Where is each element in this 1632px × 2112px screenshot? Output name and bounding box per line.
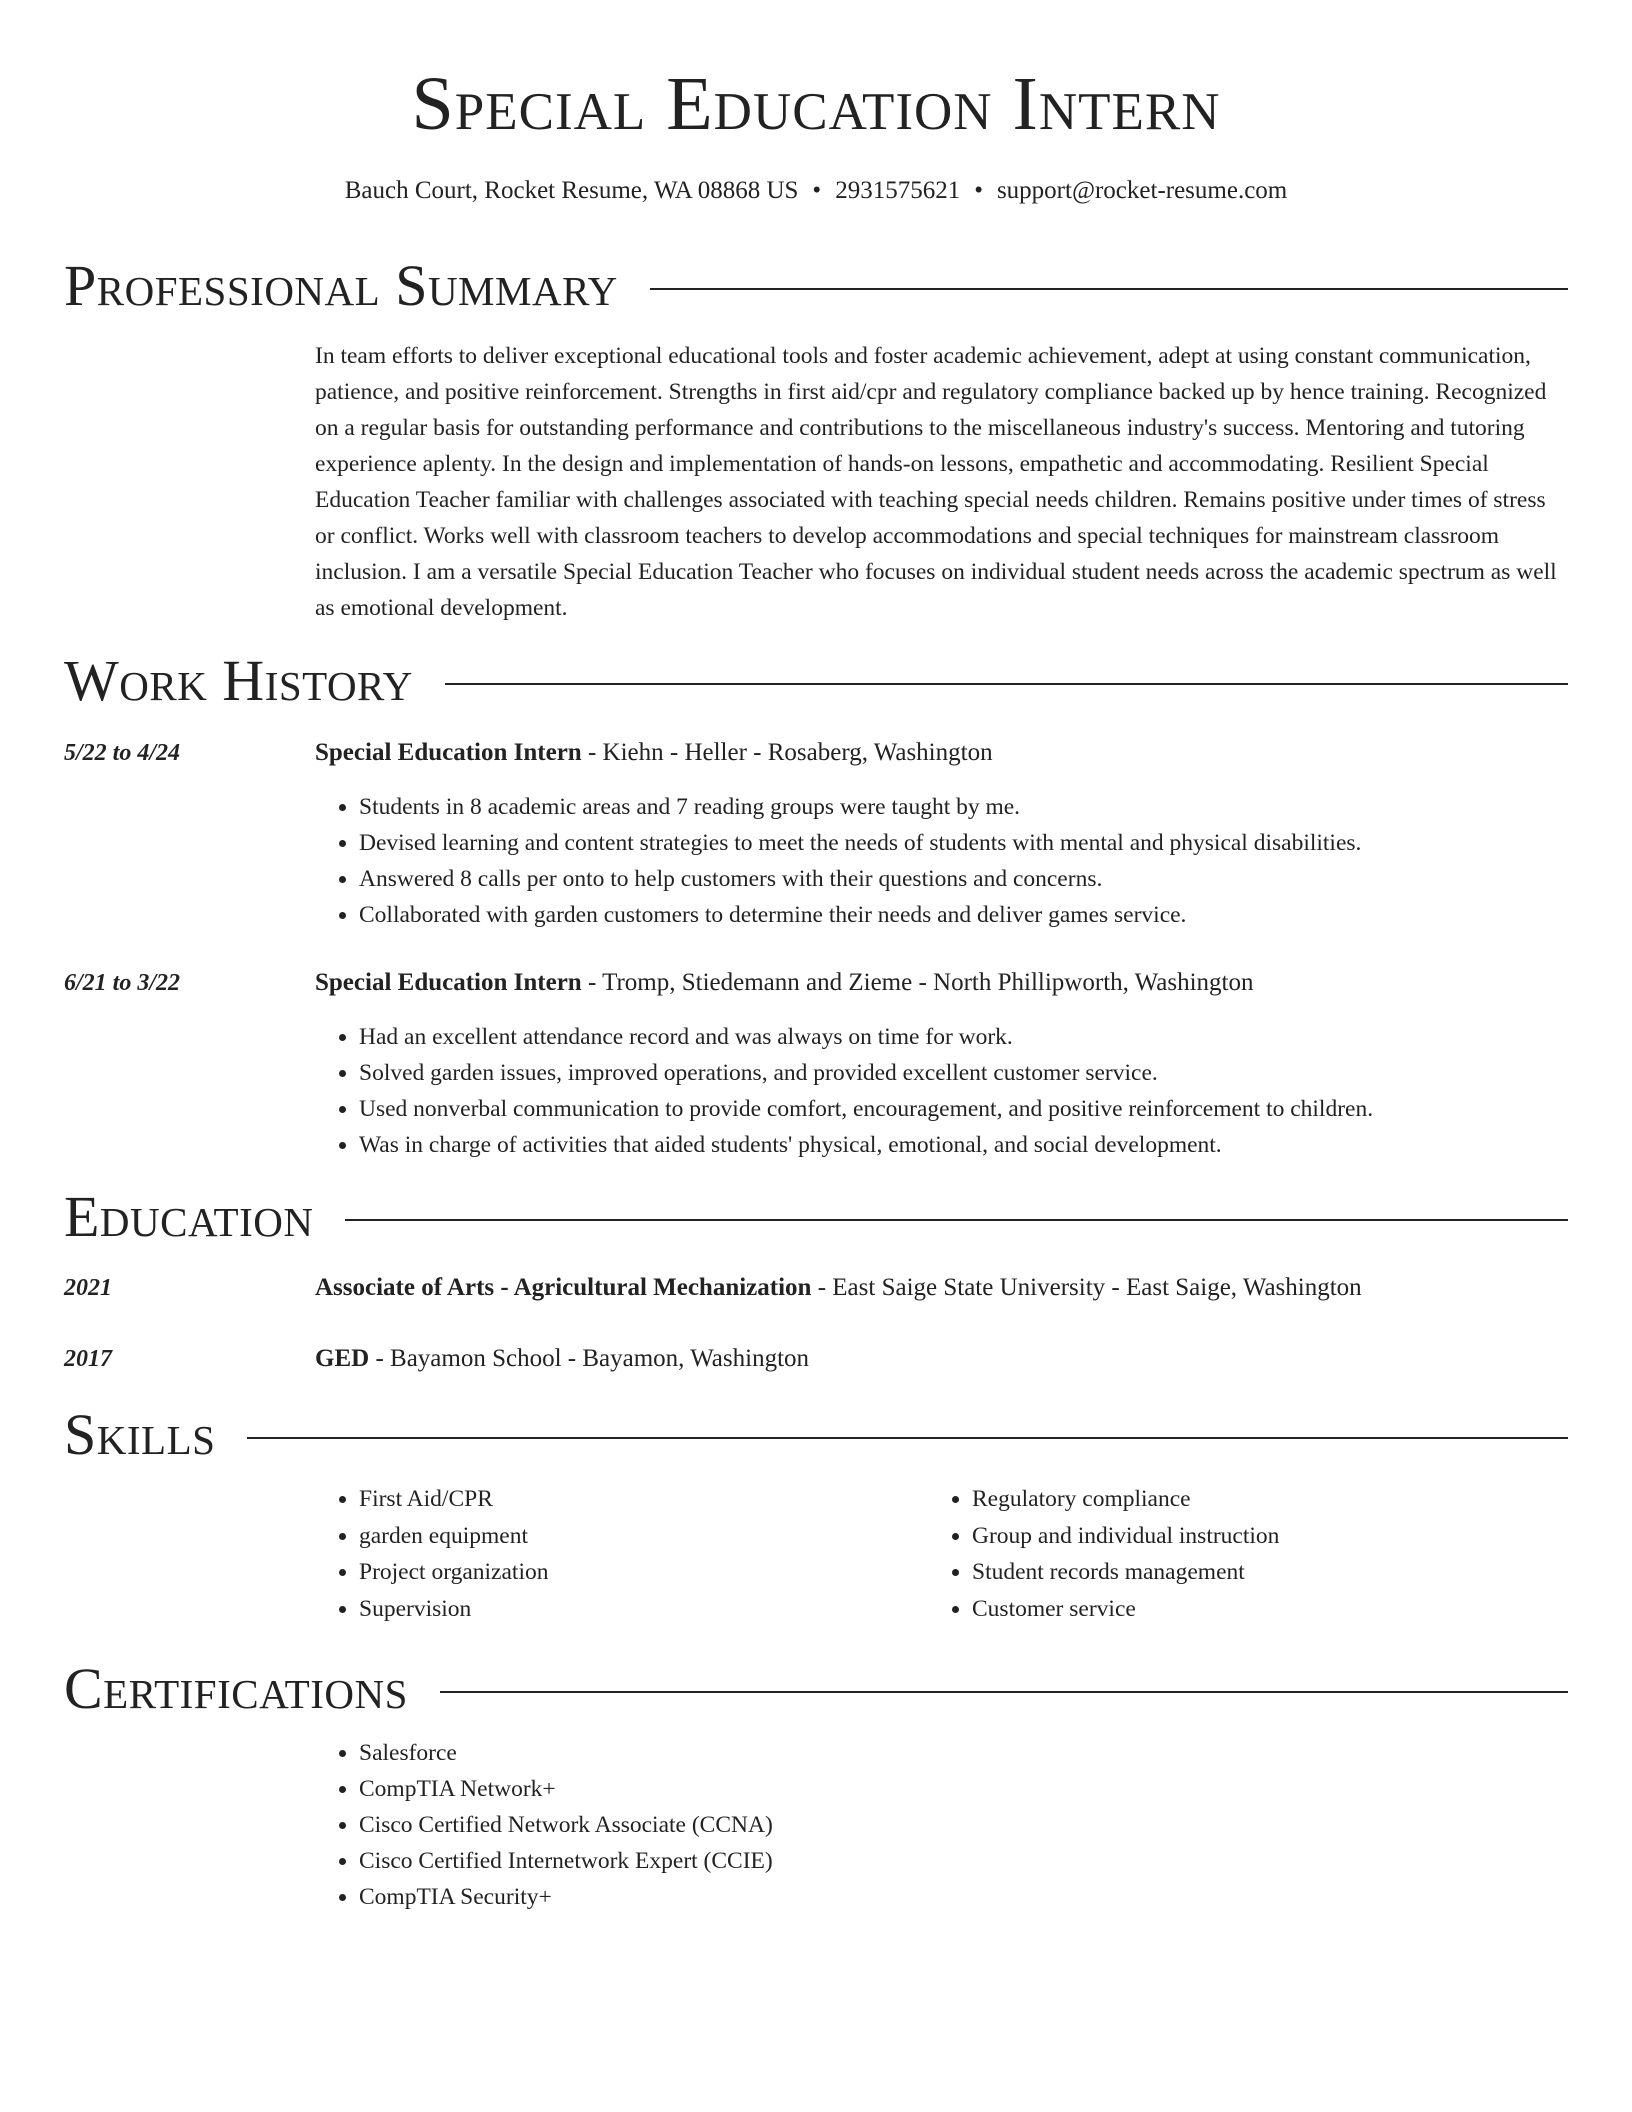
skill-item: • Project organization: [359, 1554, 919, 1591]
skills-list-left: [315, 1481, 919, 1627]
job-bullets: [315, 789, 1614, 933]
job-title: Special Education Intern: [315, 969, 582, 996]
education-heading: [315, 1342, 1570, 1376]
section-title-work-history: Work History: [64, 648, 413, 713]
section-divider: [650, 288, 1568, 290]
job-bullet: • Used nonverbal communication to provide comfort, encouragement, and positive reinforcement to children.: [359, 1091, 1614, 1127]
section-title-certifications: Certifications: [64, 1656, 408, 1721]
job-bullet: • Solved garden issues, improved operations, and provided excellent customer service.: [359, 1055, 1614, 1091]
skill-item: • Customer service: [972, 1591, 1572, 1628]
contact-separator: •: [974, 177, 983, 204]
section-header-summary: [64, 251, 1568, 321]
section-header-certifications: [64, 1654, 1568, 1724]
certification-item: • Salesforce: [359, 1735, 1614, 1771]
job-bullet: • Answered 8 calls per onto to help customers with their questions and concerns.: [359, 861, 1614, 897]
job-employer: - Kiehn - Heller - Rosaberg, Washington: [581, 739, 993, 766]
job-dates: 6/21 to 3/22: [64, 970, 181, 996]
education-school: - East Saige State University - East Saige, Washington: [811, 1274, 1362, 1301]
section-divider: [247, 1437, 1568, 1439]
section-header-skills: [64, 1400, 1568, 1470]
education-year: 2021: [64, 1275, 112, 1301]
section-title-skills: Skills: [64, 1402, 216, 1467]
candidate-name: Special Education Intern: [411, 62, 1221, 146]
skill-item: • Group and individual instruction: [972, 1518, 1572, 1555]
skill-item: • First Aid/CPR: [359, 1481, 919, 1518]
section-divider: [445, 683, 1568, 685]
job-heading: [315, 966, 1570, 1000]
job-dates: 5/22 to 4/24: [64, 740, 181, 766]
contact-address: Bauch Court, Rocket Resume, WA 08868 US: [344, 177, 799, 204]
skill-item: • Student records management: [972, 1554, 1572, 1591]
certification-item: • Cisco Certified Internetwork Expert (CCIE): [359, 1843, 1614, 1879]
section-divider: [440, 1691, 1568, 1693]
job-bullet: • Students in 8 academic areas and 7 reading groups were taught by me.: [359, 789, 1614, 825]
job-bullets: [315, 1019, 1614, 1163]
certifications-list: [315, 1735, 1614, 1915]
education-heading: [315, 1271, 1570, 1305]
section-title-education: Education: [64, 1184, 314, 1249]
job-bullet: • Had an excellent attendance record and was always on time for work.: [359, 1019, 1614, 1055]
contact-phone: 2931575621: [835, 177, 961, 204]
job-employer: - Tromp, Stiedemann and Zieme - North Phillipworth, Washington: [581, 969, 1254, 996]
job-bullet: • Was in charge of activities that aided students' physical, emotional, and social development.: [359, 1127, 1614, 1163]
job-title: Special Education Intern: [315, 739, 582, 766]
contact-email: support@rocket-resume.com: [996, 177, 1288, 204]
summary-text: In team efforts to deliver exceptional educational tools and foster academic achievement, adept at using constant communication, patience, and positive reinforcement. Strengths in first aid/cpr and regulatory compliance backed up by hence training. Recognized on a regular basis for outstanding performance and contributions to the miscellaneous industry's success. Mentoring and tutoring experience aplenty. In the design and implementation of hands-on lessons, empathetic and accommodating. Resilient Special Education Teacher familiar with challenges associated with teaching special needs children. Remains positive under times of stress or conflict. Works well with classroom teachers to develop accommodations and special techniques for mainstream classroom inclusion. I am a versatile Special Education Teacher who focuses on individual student needs across the academic spectrum as well as emotional development.: [315, 343, 1557, 621]
job-bullet: • Devised learning and content strategies to meet the needs of students with mental and physical disabilities.: [359, 825, 1614, 861]
skill-item: • garden equipment: [359, 1518, 919, 1555]
job-heading: [315, 736, 1570, 770]
section-divider: [345, 1219, 1568, 1221]
contact-separator: •: [812, 177, 822, 204]
section-header-education: [64, 1182, 1568, 1252]
skill-item: • Supervision: [359, 1591, 919, 1628]
education-school: - Bayamon School - Bayamon, Washington: [369, 1345, 810, 1372]
education-degree: GED: [315, 1345, 370, 1372]
contact-line: [0, 174, 1632, 208]
section-title-summary: Professional Summary: [64, 253, 618, 318]
skill-item: • Regulatory compliance: [972, 1481, 1572, 1518]
skills-list-right: [928, 1481, 1572, 1627]
education-degree: Associate of Arts - Agricultural Mechanization: [315, 1274, 812, 1301]
education-year: 2017: [64, 1346, 112, 1372]
certification-item: • CompTIA Network+: [359, 1771, 1614, 1807]
job-bullet: • Collaborated with garden customers to determine their needs and deliver games service.: [359, 897, 1614, 933]
certification-item: • CompTIA Security+: [359, 1879, 1614, 1915]
certification-item: • Cisco Certified Network Associate (CCNA): [359, 1807, 1614, 1843]
section-header-work-history: [64, 646, 1568, 716]
